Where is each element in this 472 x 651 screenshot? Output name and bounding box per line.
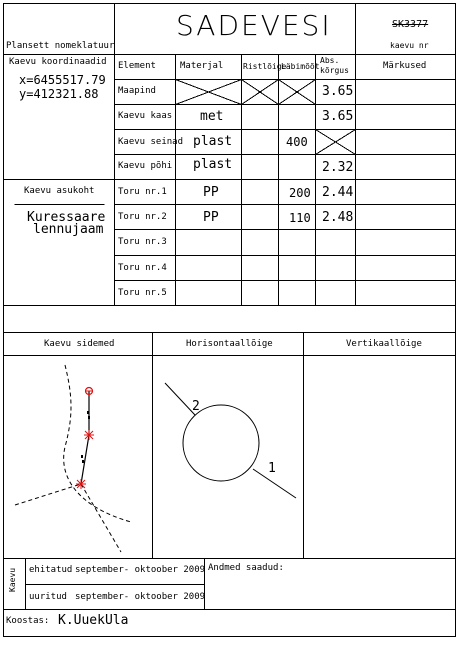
author-value: K.UuekUla <box>58 613 129 628</box>
row-diam: 200 <box>289 186 311 200</box>
header-ristloige: Ristlõige <box>243 62 287 71</box>
row-material: met <box>200 109 224 124</box>
section-links-label: Kaevu sidemed <box>44 339 115 349</box>
section-horizontal-label: Horisontaallõige <box>186 339 273 349</box>
well-id: SK3377 <box>392 19 429 30</box>
pipe-2-label: 2 <box>192 399 200 414</box>
header-element: Element <box>118 61 156 71</box>
surveyed-value: september- oktoober 2009 <box>75 592 206 602</box>
section-vertical-label: Vertikaallõige <box>346 339 422 349</box>
pipe-1-label: 1 <box>268 461 276 476</box>
header-material: Materjal <box>180 61 224 71</box>
header-abs-2: kõrgus <box>320 66 349 75</box>
row-abs: 2.48 <box>322 210 354 225</box>
row-diam: 110 <box>289 211 311 225</box>
row-element: Kaevu põhi <box>118 161 173 171</box>
row-element: Kaevu kaas <box>118 111 173 121</box>
row-abs: 2.32 <box>322 160 354 175</box>
sketch-dashed-line <box>64 365 131 522</box>
row-element: Kaevu seinad <box>118 137 184 147</box>
header-labimoot: Läbimõõt <box>281 62 320 71</box>
sketch-pipe-line <box>81 391 89 484</box>
well-nr-label: kaevu nr <box>390 41 429 50</box>
footer-kaevu-label: Kaevu <box>8 567 17 592</box>
data-source-label: Andmed saadud: <box>208 563 284 573</box>
author-label: Koostas: <box>6 616 50 626</box>
coord-x: x=6455517.79 <box>19 73 106 87</box>
sketch-dashed-line <box>81 484 121 552</box>
header-abs-1: Abs. <box>320 56 340 65</box>
location-line1: Kuressaare <box>27 210 106 225</box>
row-abs: 2.44 <box>322 185 354 200</box>
sketch-well-marker <box>84 430 94 440</box>
row-abs: 3.65 <box>322 84 354 99</box>
page-title: SADEVESI <box>176 9 332 42</box>
built-label: ehitatud <box>29 565 73 575</box>
planset-label: Plansett nomeklatuur <box>6 41 115 51</box>
row-element: Toru nr.2 <box>118 212 167 222</box>
built-value: september- oktoober 2009 <box>75 565 206 575</box>
sketch-well-marker <box>76 479 86 489</box>
pipe-2-line <box>165 383 195 415</box>
sketch-dashed-line <box>15 484 81 505</box>
row-material: plast <box>193 157 233 172</box>
row-material: PP <box>203 185 219 200</box>
surveyed-label: uuritud <box>29 592 67 602</box>
row-element: Toru nr.1 <box>118 187 167 197</box>
row-element: Toru nr.5 <box>118 288 167 298</box>
row-element: Toru nr.3 <box>118 237 167 247</box>
horizontal-section-sketch <box>153 357 303 557</box>
row-abs: 3.65 <box>322 109 354 124</box>
row-element: Maapind <box>118 86 156 96</box>
coord-y: y=412321.88 <box>19 87 99 101</box>
row-element: Toru nr.4 <box>118 263 167 273</box>
row-material: plast <box>193 134 233 149</box>
coords-label: Kaevu koordinaadid <box>9 57 107 67</box>
row-diam: 400 <box>286 135 308 149</box>
header-notes: Märkused <box>383 61 427 71</box>
well-circle <box>183 405 259 481</box>
location-line2: lennujaam <box>33 222 104 237</box>
location-label: Kaevu asukoht <box>24 186 95 196</box>
links-sketch <box>3 357 153 557</box>
row-material: PP <box>203 210 219 225</box>
